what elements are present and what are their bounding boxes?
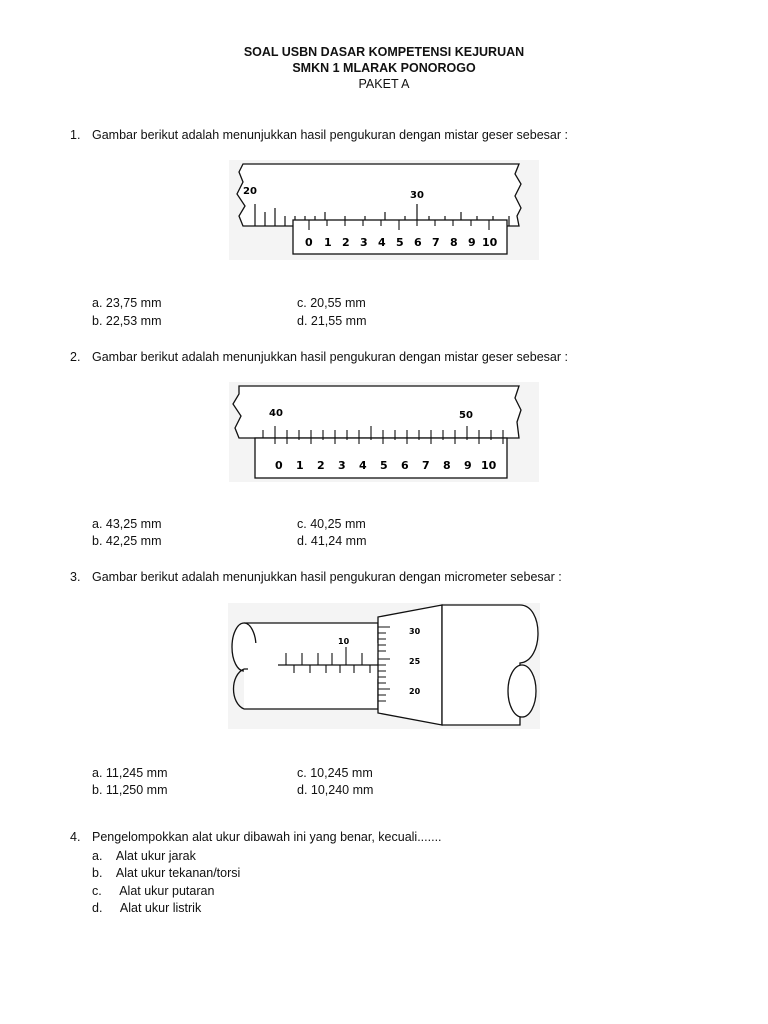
doc-title: SOAL USBN DASAR KOMPETENSI KEJURUAN <box>243 45 525 59</box>
main-scale-label: 20 <box>243 186 257 197</box>
vernier-label: 3 <box>360 236 368 249</box>
option-b[interactable] <box>92 866 240 880</box>
micrometer-figure <box>228 603 540 729</box>
option-c[interactable]: c. 10,245 mm <box>297 766 373 780</box>
option-c[interactable]: c. 40,25 mm <box>297 517 366 531</box>
vernier-label: 7 <box>432 236 440 249</box>
vernier-label: 6 <box>401 459 409 472</box>
vernier-label: 10 <box>482 236 498 249</box>
option-text: Alat ukur putaran <box>119 884 215 898</box>
option-d[interactable]: d. 10,240 mm <box>297 783 374 797</box>
vernier-label: 1 <box>296 459 304 472</box>
option-b[interactable]: b. 22,53 mm <box>92 314 162 328</box>
vernier-label: 4 <box>378 236 386 249</box>
question-text: Pengelompokkan alat ukur dibawah ini yang benar, kecuali....... <box>92 830 442 844</box>
question-number: 2. <box>70 350 81 364</box>
option-a[interactable]: a. 23,75 mm <box>92 296 162 310</box>
vernier-label: 2 <box>342 236 350 249</box>
option-letter: d. <box>92 901 103 915</box>
option-b[interactable]: b. 42,25 mm <box>92 534 162 548</box>
vernier-label: 4 <box>359 459 367 472</box>
option-letter: c. <box>92 884 102 898</box>
main-scale-label: 40 <box>269 408 283 419</box>
question-number: 3. <box>70 570 81 584</box>
vernier-label: 9 <box>468 236 476 249</box>
vernier-label: 3 <box>338 459 346 472</box>
question-number: 1. <box>70 128 81 142</box>
paket-label: PAKET A <box>358 77 410 91</box>
question-text: Gambar berikut adalah menunjukkan hasil pengukuran dengan micrometer sebesar : <box>92 570 562 584</box>
question-number: 4. <box>70 830 81 844</box>
option-b[interactable]: b. 11,250 mm <box>92 783 168 797</box>
option-d[interactable] <box>92 901 201 915</box>
vernier-label: 1 <box>324 236 332 249</box>
vernier-label: 5 <box>380 459 388 472</box>
option-a[interactable]: a. 43,25 mm <box>92 517 162 531</box>
vernier-caliper-figure-1 <box>229 160 539 260</box>
vernier-label: 8 <box>450 236 458 249</box>
vernier-label: 0 <box>275 459 283 472</box>
option-letter: b. <box>92 866 103 880</box>
thimble-label: 25 <box>409 657 421 666</box>
school-name: SMKN 1 MLARAK PONOROGO <box>292 61 476 75</box>
option-letter: a. <box>92 849 103 863</box>
vernier-label: 0 <box>305 236 313 249</box>
main-scale-label: 30 <box>410 190 424 201</box>
main-scale-label: 50 <box>459 410 473 421</box>
option-a[interactable] <box>92 849 196 863</box>
vernier-label: 8 <box>443 459 451 472</box>
question-text: Gambar berikut adalah menunjukkan hasil pengukuran dengan mistar geser sebesar : <box>92 128 568 142</box>
option-a[interactable]: a. 11,245 mm <box>92 766 168 780</box>
option-c[interactable] <box>92 884 214 898</box>
sleeve-label: 10 <box>338 637 350 646</box>
vernier-label: 10 <box>481 459 497 472</box>
vernier-label: 7 <box>422 459 430 472</box>
vernier-caliper-figure-2 <box>229 382 539 482</box>
option-d[interactable]: d. 21,55 mm <box>297 314 367 328</box>
vernier-label: 5 <box>396 236 404 249</box>
thimble-label: 30 <box>409 627 421 636</box>
vernier-label: 9 <box>464 459 472 472</box>
option-text: Alat ukur jarak <box>115 849 196 863</box>
option-d[interactable]: d. 41,24 mm <box>297 534 367 548</box>
option-c[interactable]: c. 20,55 mm <box>297 296 366 310</box>
vernier-label: 2 <box>317 459 325 472</box>
vernier-label: 6 <box>414 236 422 249</box>
thimble-label: 20 <box>409 687 421 696</box>
option-text: Alat ukur tekanan/torsi <box>115 866 241 880</box>
option-text: Alat ukur listrik <box>119 901 202 915</box>
question-text: Gambar berikut adalah menunjukkan hasil pengukuran dengan mistar geser sebesar : <box>92 350 568 364</box>
